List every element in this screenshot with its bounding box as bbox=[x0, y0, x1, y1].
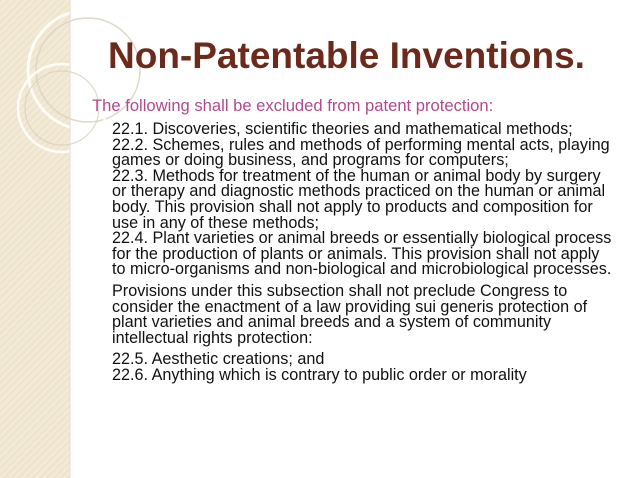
list-item: 22.5. Aesthetic creations; and bbox=[112, 350, 325, 369]
list-item: 22.6. Anything which is contrary to public order or morality bbox=[112, 365, 527, 384]
slide-title: Non-Patentable Inventions. bbox=[108, 35, 585, 76]
list-item: 22.2. Schemes, rules and methods of performing mental acts, playing games or doing business, and programs for computers; bbox=[112, 135, 610, 170]
intro-line: The following shall be excluded from patent protection: bbox=[92, 96, 494, 115]
list-item: Provisions under this subsection shall not preclude Congress to consider the enactment of a law providing sui generis protection of plant varieties and animal breeds and a system of community intellectual rights protection: bbox=[112, 281, 588, 347]
list-item: 22.3. Methods for treatment of the human or animal body by surgery or therapy and diagnostic methods practiced on the human or animal body. This provision shall not apply to products and composition for use in any of these methods; bbox=[112, 166, 606, 232]
exclusions-group-1 bbox=[112, 122, 612, 278]
list-item: 22.1. Discoveries, scientific theories and mathematical methods; bbox=[112, 120, 573, 138]
exclusions-list bbox=[112, 122, 612, 384]
exclusions-group-2 bbox=[112, 352, 612, 383]
list-item: 22.4. Plant varieties or animal breeds or essentially biological process for the production of plants or animals. This provision shall not apply to micro-organisms and non-biological and microbiological processes. bbox=[112, 229, 612, 279]
provisions-paragraph bbox=[112, 281, 612, 347]
